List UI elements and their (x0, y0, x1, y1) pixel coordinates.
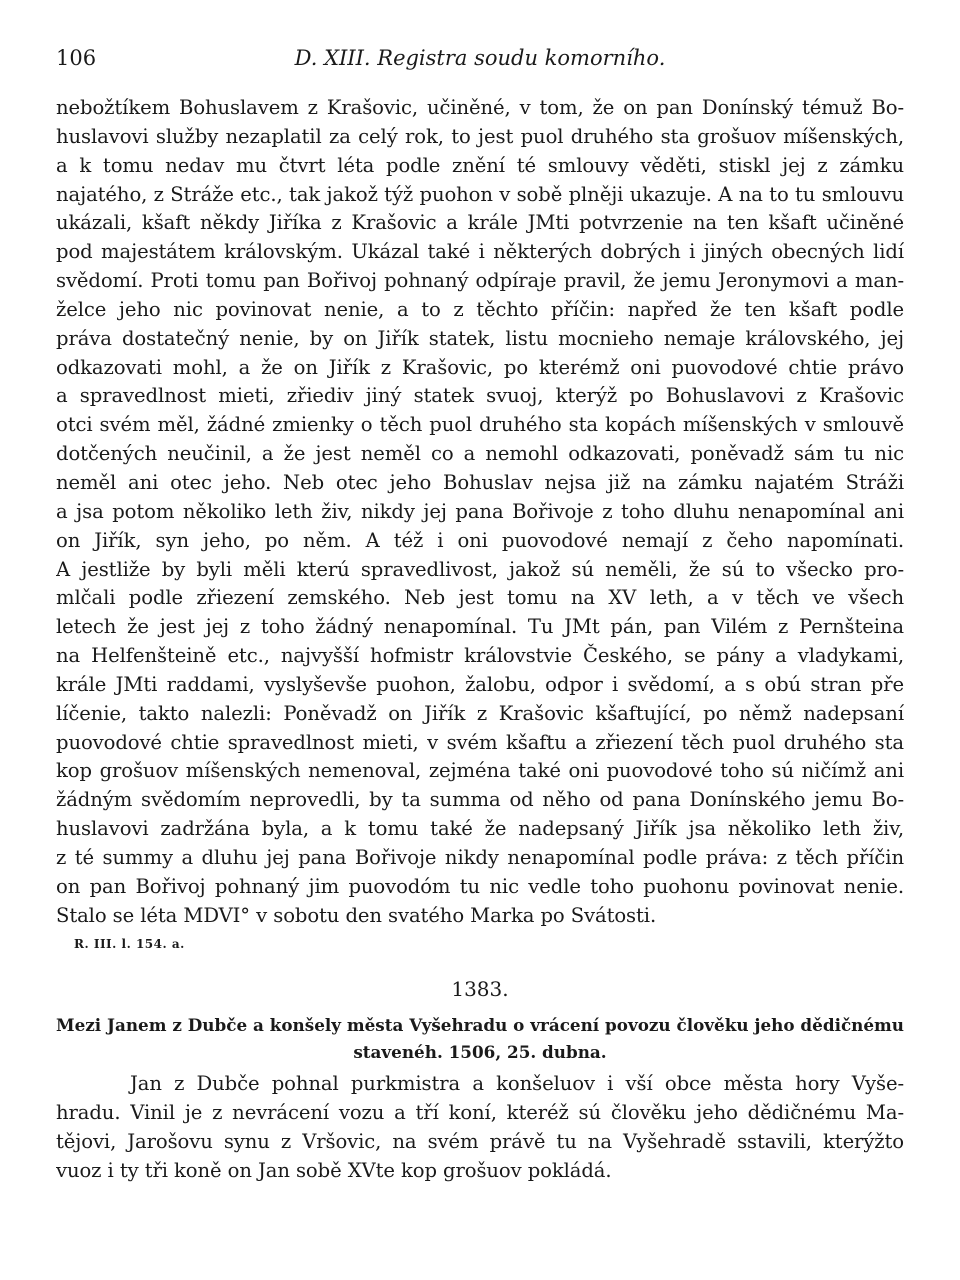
running-title: D. XIII. Registra soudu komorního. (294, 46, 666, 70)
document-regest (56, 1012, 904, 1066)
text-line: vuoz i ty tři koně on Jan sobě XVte kop grošuov pokládá. (56, 1158, 612, 1182)
text-line: puovodové chtie spravedlnost mieti, v svém kšaftu a zřiezení těch puol druhého sta (56, 730, 904, 754)
text-line: neměl ani otec jeho. Neb otec jeho Bohuslav nejsa již na zámku najatém Stráži (56, 470, 904, 494)
document-number: 1383. (451, 977, 509, 1001)
text-line: a spravedlnost mieti, zřiediv jiný statek svuoj, kterýž po Bohuslavovi z Krašovic (56, 384, 904, 408)
text-line: ukázali, kšaft někdy Jiříka z Krašovic a krále JMti potvrzenie na ten kšaft učiněné (56, 211, 904, 235)
text-line: želce jeho nic povinovat nenie, a to z těchto příčin: napřed že ten kšaft podle (56, 297, 904, 321)
page-header (56, 40, 904, 76)
text-line: a k tomu nedav mu čtvrt léta podle znění té smlouvy věděti, stiskl jej z zámku (56, 153, 904, 177)
text-line: na Helfenšteině etc., najvyšší hofmistr královstvie Českého, se pány a vladykami, (56, 644, 904, 668)
text-line: líčenie, takto nalezli: Poněvadž on Jiřík z Krašovic kšaftující, po němž nadepsaní (56, 701, 904, 725)
text-line: stavenéh. 1506, 25. dubna. (353, 1042, 607, 1062)
text-line: pod majestátem královským. Ukázal také i některých dobrých i jiných obecných lidí (56, 240, 904, 264)
page-number: 106 (56, 46, 97, 70)
text-line: letech že jest jej z toho žádný nenapomínal. Tu JMt pán, pan Vilém z Pernšteina (56, 615, 904, 639)
text-line: odkazovati mohl, a že on Jiřík z Krašovic, po kterémž oni puovodové chtie právo (56, 355, 904, 379)
text-line: Jan z Dubče pohnal purkmistra a konšeluov i vší obce města hory Vyše- (130, 1072, 904, 1095)
text-line: A jestliže by byli měli kterú spravedlivost, jakož sú neměli, že sú to všecko pro- (56, 557, 904, 581)
text-line: nebožtíkem Bohuslavem z Krašovic, učiněné, v tom, že on pan Donínský témuž Bo- (56, 96, 904, 119)
text-line: kop grošuov míšenských nemenoval, zejména také oni puovodové toho sú ničímž ani (56, 759, 904, 783)
text-line: Mezi Janem z Dubče a konšely města Vyšehradu o vrácení povozu člověku jeho dědičnému (56, 1015, 904, 1035)
body-paragraph-continued (56, 94, 904, 930)
text-line: práva dostatečný nenie, by on Jiřík statek, listu mocnieho nemaje královského, jej (56, 326, 904, 350)
text-line: otci svém měl, žádné zmienky o těch puol druhého sta kopách míšenských v smlouvě (56, 413, 904, 437)
text-line: krále JMti raddami, vyslyševše puohon, žalobu, odpor i svědomí, a s obú stran pře (56, 672, 904, 696)
text-line: z té summy a dluhu jej pana Bořivoje nikdy nenapomínal podle práva: z těch příčin (56, 845, 904, 869)
text-line: najatého, z Stráže etc., tak jakož týž puohon v sobě plněji ukazuje. A na to tu smlouvu (56, 182, 904, 206)
text-line: a jsa potom několiko leth živ, nikdy jej pana Bořivoje z toho dluhu nenapomínal ani (56, 499, 904, 523)
source-reference: R. III. l. 154. a. (74, 937, 185, 951)
text-line: huslavovi zadržána byla, a k tomu také že nadepsaný Jiřík jsa několiko leth živ, (56, 817, 904, 841)
text-line: dotčených neučinil, a že jest neměl co a nemohl odkazovati, poněvadž sám tu nic (56, 442, 904, 466)
text-line: mlčali podle zřiezení zemského. Neb jest tomu na XV leth, a v těch ve všech (56, 586, 904, 610)
text-line: tějovi, Jarošovu synu z Vršovic, na svém právě tu na Vyšehradě sstavili, kterýžto (56, 1129, 904, 1153)
text-line: hradu. Vinil je z nevrácení vozu a tří koní, kteréž sú člověku jeho dědičnému Ma- (56, 1100, 904, 1124)
text-line: on Jiřík, syn jeho, po něm. A též i oni puovodové nemají z čeho napomínati. (56, 528, 904, 552)
text-line: svědomí. Proti tomu pan Bořivoj pohnaný odpíraje pravil, že jemu Jeronymovi a man- (56, 269, 904, 293)
text-line: žádným svědomím neprovedli, by ta summa od něho od pana Donínského jemu Bo- (56, 788, 904, 812)
text-line: on pan Bořivoj pohnaný jim puovodóm tu nic vedle toho puohonu povinovat nenie. (56, 874, 904, 898)
body-paragraph-1383 (56, 1070, 904, 1185)
text-line: Stalo se léta MDVI° v sobotu den svatého Marka po Svátosti. (56, 903, 657, 927)
text-line: huslavovi služby nezaplatil za celý rok, to jest puol druhého sta grošuov míšenských, (56, 124, 904, 148)
